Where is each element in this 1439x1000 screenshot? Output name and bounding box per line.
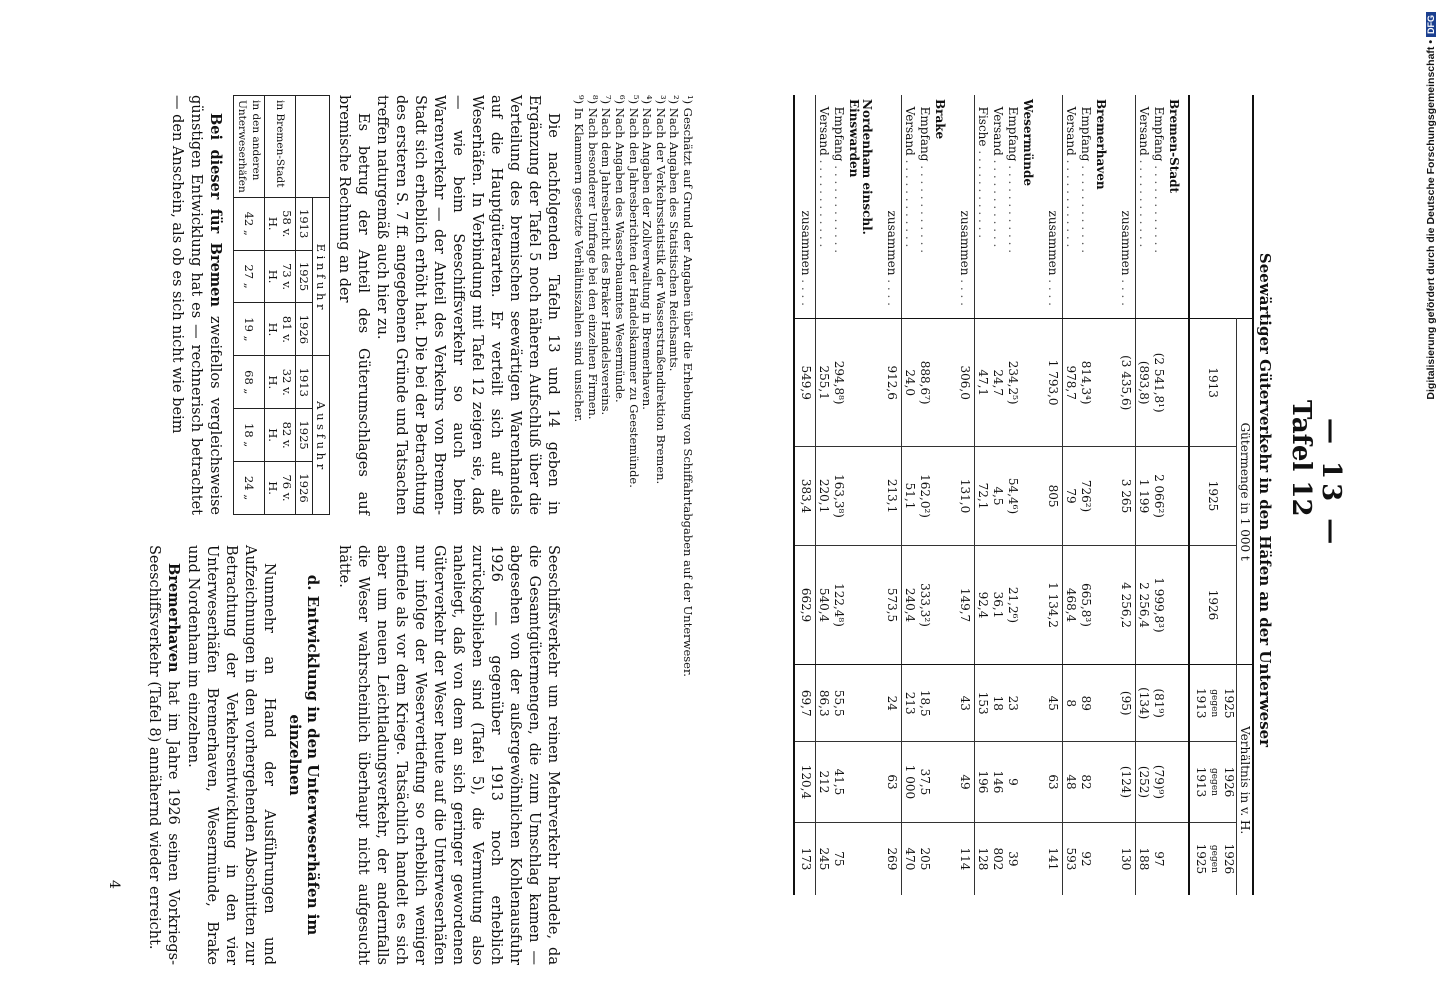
sum-cell: 149,7 [954,545,975,665]
table-cell: 234,2⁵) [1005,319,1020,447]
table-cell: 8 [1063,665,1079,742]
table-cell: 51,1 [902,447,918,545]
table-cell: 978,7 [1063,319,1079,447]
sum-cell: 49 [954,742,975,823]
table-cell: 72,1 [975,447,991,545]
table-cell: 39 [1005,822,1020,895]
table-row [1005,95,1020,895]
group-row [932,95,954,895]
sum-label: zusammen . . . . [794,95,816,319]
table-cell: 24,0 [902,319,918,447]
table-corner [1189,95,1253,319]
table-cell: 97 [1151,822,1166,895]
row-label: Empfang . . . . . . . . . . . . [1079,106,1093,254]
sum-cell: 24 [881,665,902,742]
sum-label: zusammen . . . . [881,95,902,319]
table-cell: 802 [990,822,1005,895]
table-cell: 213 [902,665,918,742]
sum-cell: (124) [1115,742,1136,823]
table-cell: 4,5 [990,447,1005,545]
share-header-import: E i n f u h r [313,197,330,356]
sum-cell: 130 [1115,822,1136,895]
sum-cell: 4 256,2 [1115,545,1136,665]
paragraph: Es betrug der Anteil des Güterumschlages auf bremische Rechnung an der [336,95,371,515]
table-cell: 79 [1063,447,1079,545]
table-cell: 153 [975,665,991,742]
footnote: ⁷) Nach dem Jahresbericht des Braker Handelsvereins. [599,95,614,416]
table-cell: 2 066²) [1151,447,1166,545]
sum-cell: 141 [1042,822,1063,895]
table-cell: 220,1 [816,447,832,545]
ratio-header: 1926 gegen 1925 [1189,822,1237,895]
sum-cell: 45 [1042,665,1063,742]
table-cell: (252) [1136,742,1152,823]
table-cell: 188 [1136,822,1152,895]
footnote: ⁴) Nach Angaben der Zollverwaltung in Bremerhaven. [640,95,655,410]
funding-note [1425,12,1439,972]
share-year: 1926 [296,303,313,356]
sum-cell: 43 [954,665,975,742]
ratio-header: 1925 gegen 1913 [1189,665,1237,742]
share-table-corner [296,96,330,198]
table-cell: 162,0²) [917,447,932,545]
table-cell: 665,8³) [1078,545,1093,665]
sum-cell: 1 134,2 [1042,545,1063,665]
sum-cell: 1 793,0 [1042,319,1063,447]
paragraph: Bei dieser für Bremen zweifellos vergleichsweise günstigen Entwicklung hat es — rechnerisch betrachtet — den Anschein, als ob es sich nicht wie beim [169,95,224,515]
table-subtitle: Seewärtiger Güterverkehr in den Häfen an der Unterweser [1256,252,1274,748]
table-row [831,95,846,895]
sum-cell: 131,0 [954,447,975,545]
group-name: Brake [933,99,947,140]
table-cell: 468,4 [1063,545,1079,665]
freight-table [793,95,1254,895]
paragraph: Bremerhaven hat im Jahre 1926 seinen Vorkriegs-Seeschiffsverkehr (Tafel 8) annähernd wieder erreicht. [146,545,182,966]
sum-row [881,95,902,895]
group-name: Nordenham einschl. Einswarden [847,99,874,235]
sum-row [954,95,975,895]
year-header: 1926 [1189,545,1237,665]
group-row [1020,95,1042,895]
table-cell: 245 [816,822,832,895]
row-label: Versand . . . . . . . . . . . . [817,106,831,248]
table-cell: 726²) [1078,447,1093,545]
table-cell: 89 [1078,665,1093,742]
row-label: Versand . . . . . . . . . . . . [991,106,1005,248]
table-cell: 41,5 [831,742,846,823]
section-heading: d. Entwicklung in den Unterweserhäfen im einzelnen [286,574,322,936]
sum-cell: 912,6 [881,319,902,447]
table-cell: 86,3 [816,665,832,742]
row-label: Versand . . . . . . . . . . . . [1064,106,1078,248]
sum-label: zusammen . . . . [1115,95,1136,319]
table-row [1136,95,1152,895]
header-ratio: Verhältnis in v. H. [1237,665,1254,895]
page-number: — 13 — [1316,418,1346,549]
sum-cell: 662,9 [794,545,816,665]
table-cell: 470 [902,822,918,895]
table-cell: 212 [816,742,832,823]
share-year: 1913 [296,197,313,250]
sum-cell: 114 [954,822,975,895]
table-cell: 36,1 [990,545,1005,665]
table-cell: 255,1 [816,319,832,447]
sum-cell: 383,4 [794,447,816,545]
table-cell: 92,4 [975,545,991,665]
table-cell: (2 541,8¹) [1151,319,1166,447]
sum-cell: 120,4 [794,742,816,823]
table-cell: 55,5 [831,665,846,742]
table-cell: 205 [917,822,932,895]
table-cell: 54,4⁶) [1005,447,1020,545]
funding-text: Digitalisierung gefördert durch die Deutsche Forschungsgemeinschaft • [1425,40,1437,400]
signature-mark: 4 [106,880,122,889]
share-year: 1925 [296,250,313,303]
sum-cell: 549,9 [794,319,816,447]
table-cell: 9 [1005,742,1020,823]
footnote: ³) Nach der Verkehrsstatistik der Wasserstraßendirektion Bremen. [653,95,668,485]
table-cell: 196 [975,742,991,823]
table-row [1078,95,1093,895]
table-cell: 333,3²) [917,545,932,665]
share-header-export: A u s f u h r [313,356,330,515]
footnote: ⁵) Nach den Jahresberichten der Handelskammer zu Geestemünde. [626,95,641,488]
sum-cell: 306,0 [954,319,975,447]
table-cell: 75 [831,822,846,895]
share-row: in den anderen Unterweserhäfen 42 „ 27 „ 19 „ 68 „ 18 „ 24 „ [234,96,265,515]
paragraph: Die nachfolgenden Tafeln 13 und 14 geben in Ergänzung der Tafel 5 noch näheren Aufschluß über die Verteilung des bremischen seewärtigen Warenhandels auf die Hauptgüterarten. Er verteilt sich auf alle Weserhäfen. In Verbindung mit Tafel 12 zeigen sie, daß — wie beim Seeschiffsverkehr so auch beim Warenverkehr — der Anteil des Verkehrs von Bremen-Stadt sich erheblich erhöht hat. Die bei der Betrachtung des ersteren S. 7 ff. angegebenen Gründe und Tatsachen treffen naturgemäß auch hier zu. [374,95,561,515]
sum-cell: (95) [1115,665,1136,742]
group-row [1093,95,1115,895]
table-cell: (79)⁹) [1151,742,1166,823]
table-cell: 47,1 [975,319,991,447]
year-header: 1913 [1189,319,1237,447]
sum-row [794,95,816,895]
sum-row [1115,95,1136,895]
table-cell: 122,4⁸) [831,545,846,665]
table-cell: (134) [1136,665,1152,742]
table-cell: 1 199 [1136,447,1152,545]
group-name: Wesermünde [1021,99,1035,187]
row-label: Versand . . . . . . . . . . . . [903,106,917,248]
sum-cell: 69,7 [794,665,816,742]
row-label: Empfang . . . . . . . . . . . . [832,106,846,254]
sum-label: zusammen . . . . [1042,95,1063,319]
table-title: Tafel 12 [1286,400,1316,517]
table-row [816,95,832,895]
header-goods-volume: Gütermenge in 1 000 t [1237,319,1254,665]
paragraph: Nunmehr an Hand der Ausführungen und Aufzeichnungen in den vorhergehenden Abschnitten zur Betrachtung der Verkehrsentwicklung in den vier Unterweserhäfen Bremerhaven, Wesermünde, Brake und Nordenham im einzelnen. [185,545,277,965]
share-table [233,95,330,515]
footnote: ²) Nach Angaben des Statistischen Reichsamts. [667,95,682,372]
table-cell: 593 [1063,822,1079,895]
table-cell: 18,5 [917,665,932,742]
table-cell: (893,8) [1136,319,1152,447]
text-column-left [167,95,562,515]
table-row [902,95,918,895]
table-cell: 814,3⁴) [1078,319,1093,447]
footnote: ¹) Geschätzt auf Grund der Angaben über die Erhebung von Schiffahrtabgaben auf der Unterweser. [681,95,695,677]
group-row [846,95,881,895]
share-year: 1926 [296,462,313,515]
footnote: ⁶) Nach Angaben des Wasserbauamtes Wesermünde. [613,95,628,403]
table-cell: 82 [1078,742,1093,823]
table-cell: 2 256,4 [1136,545,1152,665]
sum-cell: 213,1 [881,447,902,545]
row-label: Empfang . . . . . . . . . . . . [1152,106,1166,254]
sum-cell: 63 [1042,742,1063,823]
table-cell: 1 999,8³) [1151,545,1166,665]
table-cell: 888,6⁷) [917,319,932,447]
year-header: 1925 [1189,447,1237,545]
table-cell: 92 [1078,822,1093,895]
group-name: Bremen-Stadt [1167,99,1181,194]
table-body [794,95,1189,895]
footnote: ⁸) Nach besonderer Umfrage bei den einzelnen Firmen. [585,95,600,420]
table-cell: 18 [990,665,1005,742]
ratio-header: 1926 gegen 1913 [1189,742,1237,823]
footnotes [572,95,694,915]
row-label: Empfang . . . . . . . . . . . . [1006,106,1020,254]
table-cell: 163,3⁸) [831,447,846,545]
sum-cell: 173 [794,822,816,895]
row-label: Versand . . . . . . . . . . . . [1137,106,1151,248]
table-cell: (81⁹) [1151,665,1166,742]
row-label: Fische . . . . . . . . . . . . [976,106,990,239]
sum-cell: 269 [881,822,902,895]
group-row [1166,95,1189,895]
group-name: Bremerhaven [1094,99,1108,190]
table-cell: 21,2⁶) [1005,545,1020,665]
dfg-logo: DFG [1426,12,1436,37]
row-label: Empfang . . . . . . . . . . . . [918,106,932,254]
table-cell: 540,4 [816,545,832,665]
table-row [990,95,1005,895]
table-cell: 128 [975,822,991,895]
share-year: 1925 [296,409,313,462]
table-cell: 23 [1005,665,1020,742]
footnote: ⁹) In Klammern gesetzte Verhältniszahlen sind unsicher. [572,95,587,423]
share-row: in Bremen-Stadt 58 v. H. 73 v. H. 81 v. H. 32 v. H. 82 v. H. 76 v. H. [265,96,296,515]
paragraph: Seeschiffsverkehr um reinen Mehrverkehr handele, da die Gesamtgütermengen, die zum Umschlag kamen — abgesehen von der außergewöhnlichen Kohlenausfuhr 1926 — gegenüber 1913 noch erheblich zurückgeblieben sind (Tafel 5), die Vermutung also naheliegt, daß von dem an sich geringer gewordenen Güterverkehr der Weser heute auf die Unterweserhäfen nur infolge der Weservertiefung so erheblich weniger entfiele als vor dem Kriege. Tatsächlich handelt es sich aber um neuen Leichtladungsverkehr, der andernfalls die Weser wahrscheinlich überhaupt nicht aufgesucht hätte. [336,545,561,965]
table-cell: 240,4 [902,545,918,665]
table-cell: 24,7 [990,319,1005,447]
table-cell: 37,5 [917,742,932,823]
table-cell: 48 [1063,742,1079,823]
sum-row [1042,95,1063,895]
table-row [1151,95,1166,895]
table-row [1063,95,1079,895]
sum-cell: 573,5 [881,545,902,665]
text-column-right [144,545,562,965]
sum-cell: 63 [881,742,902,823]
sum-cell: 3 265 [1115,447,1136,545]
table-cell: 1 000 [902,742,918,823]
table-row [975,95,991,895]
table-row [917,95,932,895]
sum-label: zusammen . . . . [954,95,975,319]
table-cell: 146 [990,742,1005,823]
sum-cell: 805 [1042,447,1063,545]
share-year: 1913 [296,356,313,409]
table-cell: 294,8⁸) [831,319,846,447]
sum-cell: (3 435,6) [1115,319,1136,447]
